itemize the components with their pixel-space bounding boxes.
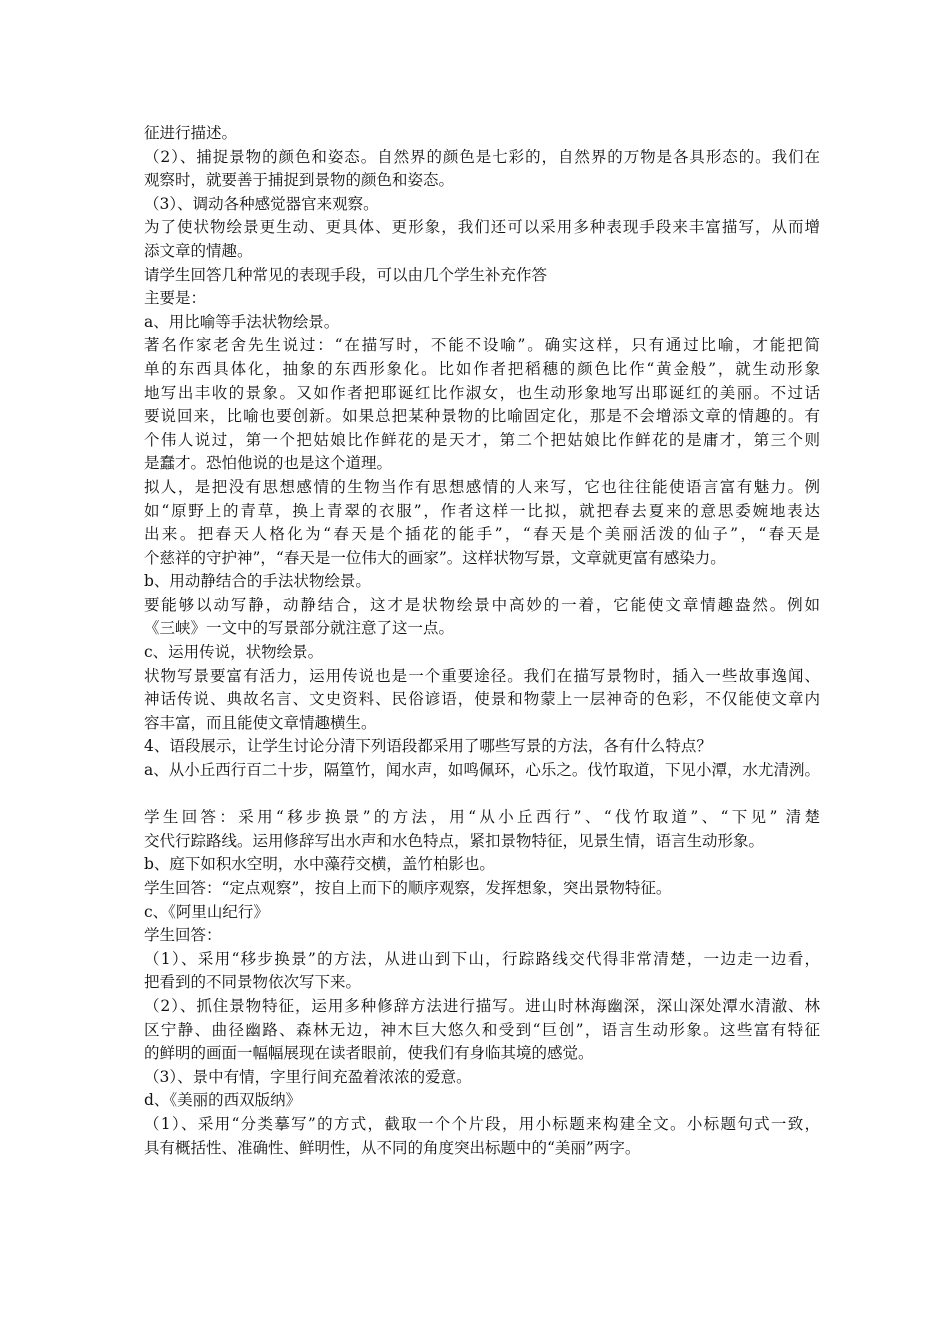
- text-line: 《三峡》一文中的写景部分就注意了这一点。: [144, 619, 455, 638]
- text-line: 神话传说、典故名言、文史资料、民俗谚语，使景和物蒙上一层神奇的色彩，不仅能使文章内: [144, 690, 820, 709]
- text-line: 的鲜明的画面一幅幅展现在读者眼前，使我们有身临其境的感觉。: [144, 1044, 594, 1063]
- text-line: 要说回来，比喻也要创新。如果总把某种景物的比喻固定化，那是不会增添文章的情趣的。有: [144, 407, 820, 426]
- text-line: 个慈祥的守护神”，“春天是一位伟大的画家”。这样状物写景，文章就更富有感染力。: [144, 548, 726, 567]
- text-line: 把看到的不同景物依次写下来。: [144, 973, 362, 992]
- text-line: 征进行描述。: [144, 124, 238, 142]
- text-line: b、用动静结合的手法状物绘景。: [144, 572, 371, 591]
- text-line: 学生回答：采用“移步换景”的方法，用“从小丘西行”、“伐竹取道”、“下见” 清楚: [144, 808, 820, 827]
- text-line: b、庭下如积水空明，水中藻荇交横，盖竹柏影也。: [144, 855, 495, 874]
- text-line: （3）、调动各种感觉器官来观察。: [144, 194, 379, 213]
- text-line: 状物写景要富有活力，运用传说也是一个重要途径。我们在描写景物时，插入一些故事逸闻、: [144, 666, 820, 685]
- text-line: （2）、捕捉景物的颜色和姿态。自然界的颜色是七彩的，自然界的万物是各具形态的。我们在: [144, 147, 820, 166]
- blank-line: [144, 783, 820, 807]
- text-line: （1）、采用“移步换景”的方法，从进山到下山，行踪路线交代得非常清楚，一边走一边看，: [144, 949, 820, 968]
- text-line: 学生回答：: [144, 926, 222, 945]
- text-line: 交代行踪路线。运用修辞写出水声和水色特点，紧扣景物特征，见景生情，语言生动形象。: [144, 831, 765, 850]
- text-line: （1）、采用“分类摹写”的方式，截取一个个片段，用小标题来构建全文。小标题句式一致，: [144, 1114, 820, 1133]
- text-line: 地写出丰收的景象。又如作者把耶诞红比作淑女，也生动形象地写出耶诞红的美丽。不过话: [144, 383, 820, 402]
- text-line: 具有概括性、准确性、鲜明性，从不同的角度突出标题中的“美丽”两字。: [144, 1138, 641, 1157]
- text-line: c、《阿里山纪行》: [144, 902, 269, 921]
- text-line: （3）、景中有情，字里行间充盈着浓浓的爱意。: [144, 1067, 472, 1086]
- text-line: d、《美丽的西双版纳》: [144, 1091, 302, 1110]
- text-line: 4、语段展示，让学生讨论分清下列语段都采用了哪些写景的方法，各有什么特点？: [144, 737, 712, 756]
- text-line: 单的东西具体化，抽象的东西形象化。比如作者把稻穗的颜色比作“黄金般”，就生动形象: [144, 359, 820, 378]
- text-line: 主要是：: [144, 289, 207, 308]
- text-line: 如“原野上的青草，换上青翠的衣服”，作者这样一比拟，就把春去夏来的意思委婉地表达: [144, 501, 820, 520]
- text-line: 个伟人说过，第一个把姑娘比作鲜花的是天才，第二个把姑娘比作鲜花的是庸才，第三个则: [144, 430, 820, 449]
- text-line: 拟人，是把没有思想感情的生物当作有思想感情的人来写，它也往往能使语言富有魅力。例: [144, 477, 820, 496]
- text-line: 是蠢才。恐怕他说的也是这个道理。: [144, 454, 393, 473]
- text-line: c、运用传说，状物绘景。: [144, 643, 324, 662]
- text-line: a、用比喻等手法状物绘景。: [144, 312, 340, 331]
- text-line: 著名作家老舍先生说过：“在描写时，不能不设喻”。确实这样，只有通过比喻，才能把简: [144, 336, 820, 355]
- document-body: [144, 122, 820, 1160]
- text-line: 添文章的情趣。: [144, 241, 253, 260]
- text-line: 观察时，就要善于捕捉到景物的颜色和姿态。: [144, 171, 455, 190]
- text-line: 学生回答：“定点观察”，按自上而下的顺序观察，发挥想象，突出景物特征。: [144, 879, 672, 897]
- text-line: 请学生回答几种常见的表现手段，可以由几个学生补充作答: [144, 265, 548, 284]
- text-line: 出来。把春天人格化为“春天是个插花的能手”，“春天是个美丽活泼的仙子”，“春天是: [144, 525, 820, 544]
- text-line: 要能够以动写静，动静结合，这才是状物绘景中高妙的一着，它能使文章情趣盎然。例如: [144, 595, 820, 614]
- text-line: （2）、抓住景物特征，运用多种修辞方法进行描写。进山时林海幽深，深山深处潭水清澈、林: [144, 996, 820, 1015]
- text-line: 容丰富，而且能使文章情趣横生。: [144, 713, 377, 732]
- text-line: a、从小丘西行百二十步，隔篁竹，闻水声，如鸣佩环，心乐之。伐竹取道，下见小潭，水尤清洌。: [144, 761, 820, 780]
- text-line: 区宁静、曲径幽路、森林无边，神木巨大悠久和受到“巨创”，语言生动形象。这些富有特征: [144, 1020, 820, 1039]
- text-line: 为了使状物绘景更生动、更具体、更形象，我们还可以采用多种表现手段来丰富描写，从而增: [144, 218, 820, 237]
